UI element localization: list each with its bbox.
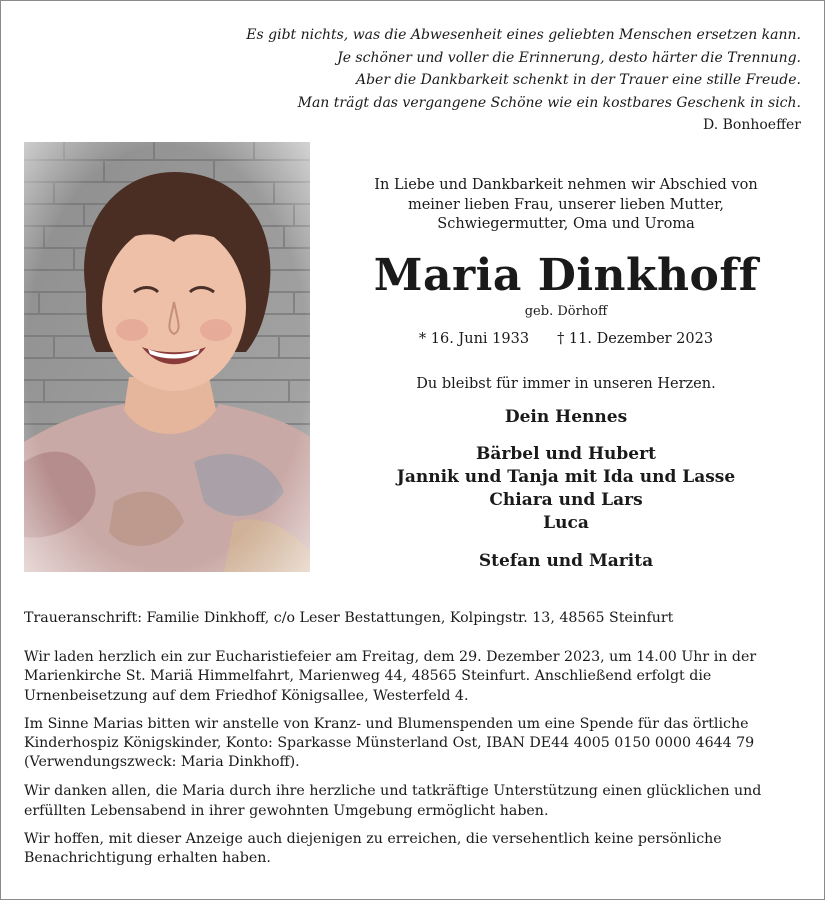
family-spouse: Dein Hennes (504, 406, 628, 427)
family-line: Bärbel und Hubert (476, 443, 656, 464)
portrait-photo (24, 142, 310, 572)
notice-text (24, 830, 804, 868)
family-children (320, 443, 812, 535)
mourning-address: Traueranschrift: Familie Dinkhoff, c/o Leser Bestattungen, Kolpingstr. 13, 48565 Steinfurt (24, 610, 674, 626)
quote-line: Je schöner und voller die Erinnerung, desto härter die Trennung. (337, 49, 801, 66)
quote-line: Aber die Dankbarkeit schenkt in der Trauer eine stille Freude. (355, 72, 801, 88)
intro-line: meiner lieben Frau, unserer lieben Mutter, (407, 196, 725, 213)
motto: Du bleibst für immer in unseren Herzen. (416, 375, 716, 392)
text-line: erfüllten Lebensabend in ihrer gewohnten Umgebung ermöglicht haben. (24, 802, 549, 819)
intro-line: In Liebe und Dankbarkeit nehmen wir Abschied von (374, 177, 758, 193)
birth-date: * 16. Juni 1933 (418, 330, 530, 347)
quote-block (201, 24, 801, 137)
service-info (24, 648, 804, 706)
life-dates (320, 329, 812, 349)
announcement (320, 176, 812, 573)
text-line: Marienkirche St. Mariä Himmelfahrt, Marienweg 44, 48565 Steinfurt. Anschließend erfolgt die (24, 668, 712, 685)
text-line: Wir hoffen, mit dieser Anzeige auch diejenigen zu erreichen, die versehentlich keine persönliche (24, 830, 722, 847)
intro-text (320, 176, 812, 235)
text-line: Im Sinne Marias bitten wir anstelle von Kranz- und Blumenspenden um eine Spende für das örtliche (24, 715, 749, 732)
text-line: Benachrichtigung erhalten haben. (24, 850, 271, 867)
details-section (24, 609, 804, 868)
quote-line: Es gibt nichts, was die Abwesenheit eines geliebten Menschen ersetzen kann. (246, 27, 801, 43)
deceased-name: Maria Dinkhoff (373, 249, 759, 301)
text-line: Urnenbeisetzung auf dem Friedhof Königsallee, Westerfeld 4. (24, 687, 469, 704)
family-line: Jannik und Tanja mit Ida und Lasse (396, 466, 736, 487)
birth-name: geb. Dörhoff (524, 303, 608, 319)
death-date: † 11. Dezember 2023 (557, 330, 714, 347)
text-line: Kinderhospiz Königskinder, Konto: Sparkasse Münsterland Ost, IBAN DE44 4005 0150 0000 4644 79 (24, 735, 755, 752)
family-other: Stefan und Marita (478, 550, 654, 571)
text-line: Wir danken allen, die Maria durch ihre herzliche und tatkräftige Unterstützung einen glücklichen und (24, 783, 762, 800)
thanks-text (24, 782, 804, 820)
donation-info (24, 715, 804, 773)
quote-line: Man trägt das vergangene Schöne wie ein kostbares Geschenk in sich. (297, 94, 801, 111)
family-line: Chiara und Lars (489, 489, 643, 510)
quote-author: D. Bonhoeffer (702, 117, 801, 133)
text-line: (Verwendungszweck: Maria Dinkhoff). (24, 754, 300, 771)
text-line: Wir laden herzlich ein zur Eucharistiefeier am Freitag, dem 29. Dezember 2023, um 14.00 Uhr in der (24, 649, 757, 666)
family-line: Luca (543, 512, 589, 533)
intro-line: Schwiegermutter, Oma und Uroma (437, 216, 695, 232)
